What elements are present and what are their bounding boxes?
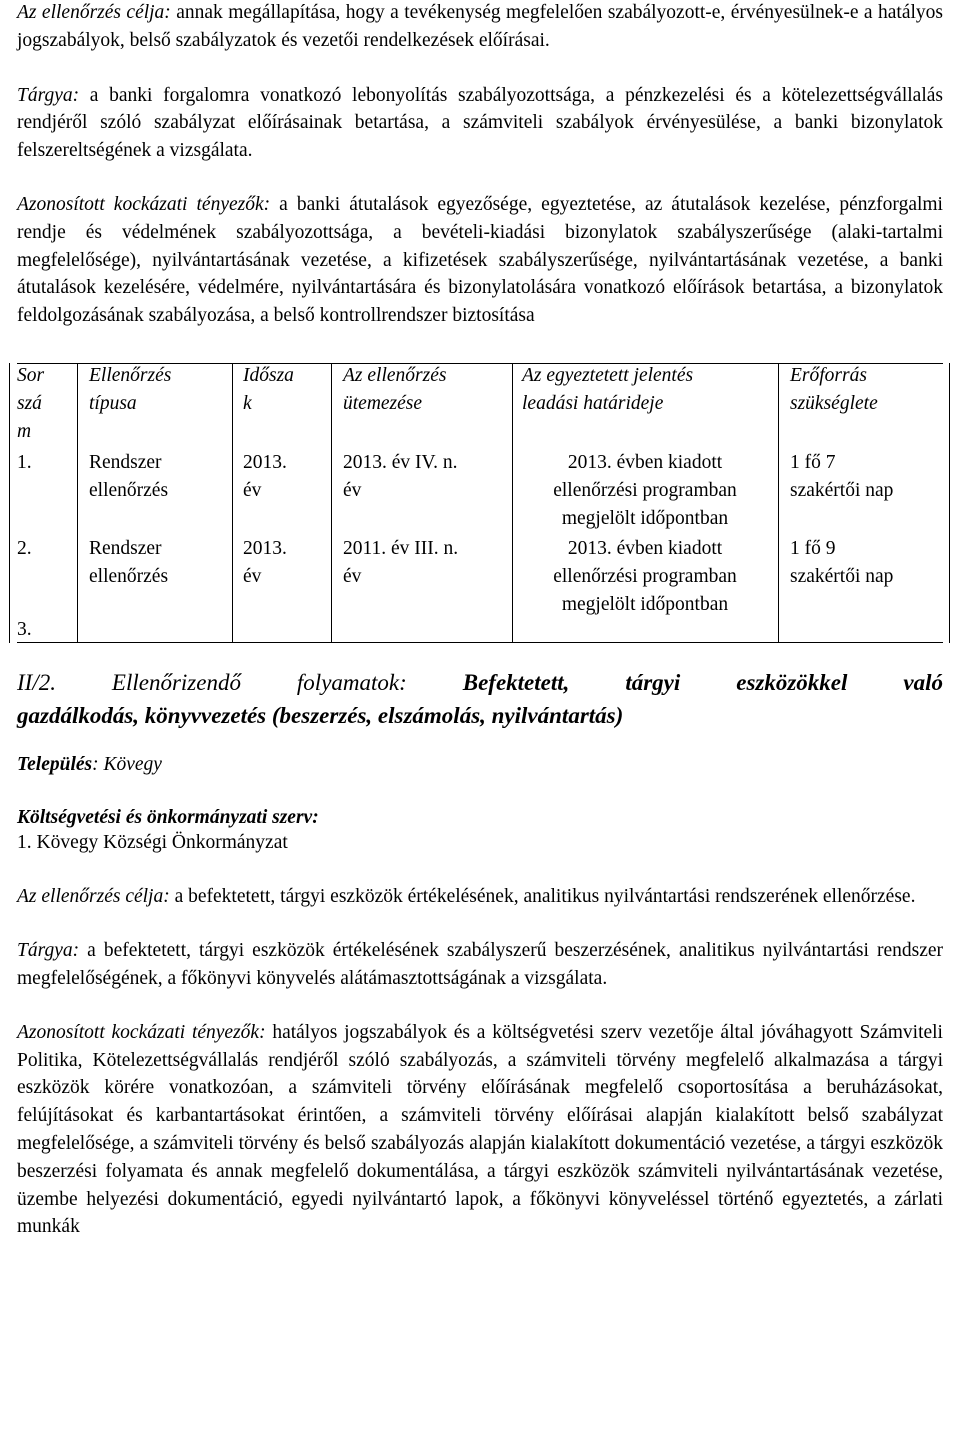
row2-schedule-line: 2011. év III. n. — [343, 537, 459, 559]
row1-resource-line: 1 fő 7 — [790, 451, 836, 473]
table-col-divider — [77, 363, 78, 643]
audit-subject-label: Tárgya: — [17, 84, 80, 106]
header-period-line: Idősza — [243, 364, 294, 386]
heading-word: eszközökkel — [736, 669, 848, 695]
heading-word: Befektetett, — [462, 669, 570, 695]
header-resource-line: Erőforrás — [790, 364, 867, 386]
table-col-divider — [232, 363, 233, 643]
header-schedule-line: Az ellenőrzés — [343, 364, 447, 386]
header-resource — [790, 362, 878, 418]
row3-num: 3. — [17, 618, 32, 640]
header-deadline-line: Az egyeztetett jelentés — [522, 364, 694, 386]
section-heading-line1 — [17, 666, 943, 699]
header-period — [243, 362, 294, 418]
row1-resource-line: szakértői nap — [790, 479, 894, 501]
risk-factors-label: Azonosított kockázati tényezők: — [17, 193, 271, 215]
heading-word: Ellenőrizendő — [111, 669, 241, 695]
audit2-subject-paragraph — [17, 937, 943, 993]
row1-type-line: ellenőrzés — [89, 479, 169, 501]
row2-type-line: Rendszer — [89, 537, 162, 559]
row1-schedule — [343, 449, 457, 505]
heading-word: II/2. — [17, 669, 56, 695]
row1-deadline-line: megjelölt időpontban — [561, 507, 729, 529]
row1-deadline — [513, 449, 777, 533]
header-type-line: típusa — [89, 392, 137, 414]
row2-resource — [790, 535, 893, 591]
audit-goal-paragraph — [17, 0, 943, 55]
row2-deadline-line: 2013. évben kiadott — [567, 537, 723, 559]
row1-period — [243, 449, 287, 505]
header-schedule — [343, 362, 446, 418]
audit-subject-paragraph — [17, 82, 943, 165]
audit-plan-table — [17, 363, 943, 643]
header-num-line: Sor — [17, 364, 45, 386]
header-num-line: m — [17, 420, 32, 442]
settlement-label: Település — [17, 753, 93, 775]
org-value: 1. Kövegy Községi Önkormányzat — [17, 831, 288, 853]
row1-resource — [790, 449, 893, 505]
heading-word: folyamatok: — [296, 669, 407, 695]
audit-goal-label: Az ellenőrzés célja: — [17, 2, 171, 23]
row1-schedule-line: év — [343, 479, 362, 501]
audit2-goal-paragraph — [17, 883, 943, 911]
row2-period-line: év — [243, 565, 262, 587]
header-num-line: szá — [17, 392, 42, 414]
audit2-goal-text: a befektetett, tárgyi eszközök értékelésének, analitikus nyilvántartási rendszerének ellenőrzése. — [169, 886, 916, 908]
header-resource-line: szükséglete — [790, 392, 878, 414]
audit-goal-text: annak megállapítása, hogy a tevékenység megfelelően szabályozott-e, érvényesülnek-e a hatályos jogszabályok, belső szabályzatok és vezetői rendelkezések előírásai. — [17, 2, 943, 51]
row2-deadline — [513, 535, 777, 619]
row1-type — [89, 449, 168, 505]
header-num — [17, 362, 44, 446]
row1-deadline-line: 2013. évben kiadott — [567, 451, 723, 473]
header-deadline-line: leadási határideje — [522, 392, 664, 414]
audit2-subject-label: Tárgya: — [17, 940, 80, 962]
table-left-border — [9, 363, 10, 643]
risk2-factors-paragraph — [17, 1019, 943, 1241]
table-col-divider — [778, 363, 779, 643]
row2-type-line: ellenőrzés — [89, 565, 169, 587]
row1-deadline-line: ellenőrzési programban — [553, 479, 737, 501]
risk-factors-paragraph — [17, 191, 943, 330]
row2-period-line: 2013. — [243, 537, 287, 559]
header-period-line: k — [243, 392, 252, 414]
row1-period-line: év — [243, 479, 262, 501]
row2-period — [243, 535, 287, 591]
risk2-factors-text: hatályos jogszabályok és a költségvetési szerv vezetője által jóváhagyott Számviteli Politika, Kötelezettségvállalás rendjéről szóló szabályozás, a számviteli törvény megfelelő alkalmazása a tárgyi eszközök körére vonatkozóan, a számviteli törvény előírásának megfelelő csoportosítása a beruházásokat, felújításokat és karbantartásokat érintően, a számviteli törvény előírásai alapján kialakított belső szabályzat megfelelősége, a számviteli törvény és belső szabályozás alapján kialakított dokumentáció vezetése, a tárgyi eszközök beszerzési folyamata és annak megfelelő dokumentálása, a tárgyi eszközök számviteli nyilvántartásának vezetése, üzembe helyezési dokumentáció, egyedi nyilvántartó lapok, a főkönyvi könyveléssel történő egyeztetés, a zárlati munkák — [17, 1021, 943, 1238]
audit2-subject-text: a befektetett, tárgyi eszközök értékelésének szabályszerű beszerzésének, analitikus nyilvántartási rendszer megfelelőségének, a főkönyvi könyvelés alátámasztottságának a vizsgálata. — [17, 940, 943, 989]
table-col-divider — [331, 363, 332, 643]
row2-schedule-line: év — [343, 565, 362, 587]
risk2-factors-label: Azonosított kockázati tényezők: — [17, 1021, 266, 1043]
table-bottom-border — [17, 642, 943, 643]
settlement-line — [17, 751, 943, 779]
row1-schedule-line: 2013. év IV. n. — [343, 451, 458, 473]
row1-type-line: Rendszer — [89, 451, 162, 473]
heading-word: való — [903, 669, 943, 695]
header-type-line: Ellenőrzés — [89, 364, 172, 386]
table-right-border — [949, 363, 950, 643]
audit-subject-text: a banki forgalomra vonatkozó lebonyolítás szabályozottsága, a pénzkezelési és a kötelezettségvállalás rendjéről szóló szabályzat előírásainak betartása, a számviteli szabályok érvényesülése, a banki bizonylatok felszereltségének a vizsgálata. — [17, 84, 943, 162]
row2-schedule — [343, 535, 458, 591]
section-heading-line2: gazdálkodás, könyvvezetés (beszerzés, elszámolás, nyilvántartás) — [17, 702, 624, 728]
settlement-value: : Kövegy — [92, 753, 162, 775]
row1-num: 1. — [17, 451, 32, 473]
audit2-goal-label: Az ellenőrzés célja: — [17, 886, 170, 908]
row2-deadline-line: ellenőrzési programban — [553, 565, 737, 587]
org-label: Költségvetési és önkormányzati szerv: — [17, 806, 319, 828]
row2-type — [89, 535, 168, 591]
header-schedule-line: ütemezése — [343, 392, 423, 414]
header-deadline — [522, 362, 693, 418]
section-heading — [17, 666, 943, 732]
risk-factors-text: a banki átutalások egyezősége, egyeztetése, az átutalások kezelése, pénzforgalmi rendje és védelmének szabályozottsága, a bevételi-kiadási bizonylatok szabályszerűsége (alaki-tartalmi megfelelősége), nyilvántartásának vezetése, a kifizetések szabályszerűsége, nyilvántartásának vezetése, a banki átutalások kezelésére, védelmére, nyilvántartására és bizonylatolására vonatkozó előírások betartása, a bizonylatok feldolgozásának szabályozása, a belső kontrollrendszer biztosítása — [17, 193, 943, 327]
row2-resource-line: szakértői nap — [790, 565, 894, 587]
row2-num: 2. — [17, 537, 32, 559]
row2-resource-line: 1 fő 9 — [790, 537, 836, 559]
row1-period-line: 2013. — [243, 451, 287, 473]
header-type — [89, 362, 171, 418]
heading-word: tárgyi — [625, 669, 681, 695]
row2-deadline-line: megjelölt időpontban — [561, 593, 729, 615]
